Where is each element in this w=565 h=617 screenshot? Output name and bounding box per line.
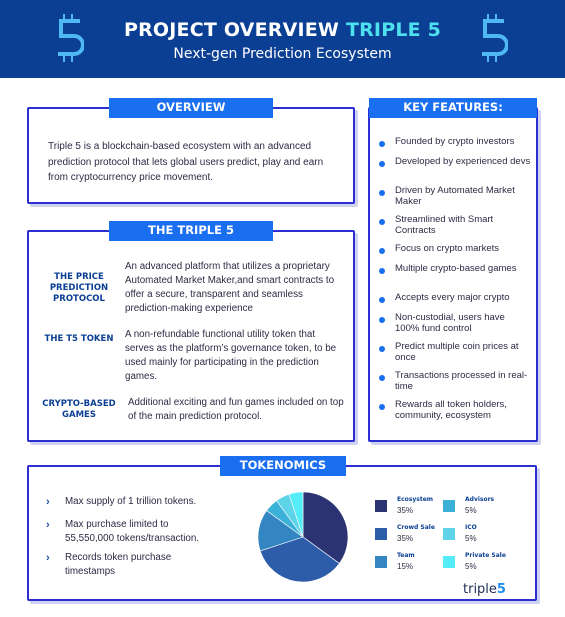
bullet-icon bbox=[379, 248, 385, 254]
overview-panel bbox=[27, 107, 355, 204]
bullet-icon bbox=[379, 404, 385, 410]
title-accent: TRIPLE 5 bbox=[345, 19, 442, 41]
list-item: › Max supply of 1 trillion tokens. bbox=[46, 496, 197, 508]
bullet-icon bbox=[379, 297, 385, 303]
list-item: Focus on crypto markets bbox=[379, 244, 531, 255]
legend-value: 35% bbox=[397, 534, 414, 543]
bullet-icon bbox=[379, 268, 385, 274]
bullet-icon bbox=[379, 190, 385, 196]
list-item: Streamlined with Smart Contracts bbox=[379, 215, 531, 236]
list-item: › Records token purchase timestamps bbox=[46, 552, 172, 577]
ecosystem-row-desc: A non-refundable functional utility token that serves as the platform’s governance token, to be used mainly for participating in the prediction games. bbox=[125, 329, 337, 382]
legend-swatch bbox=[443, 556, 455, 568]
legend-item bbox=[443, 524, 523, 548]
ecosystem-panel bbox=[27, 230, 355, 442]
list-item: Rewards all token holders, community, ecosystem bbox=[379, 400, 531, 421]
legend-item bbox=[443, 496, 523, 520]
list-item: › Max purchase limited to 55,550,000 tokens/transaction. bbox=[46, 519, 199, 544]
bullet-icon bbox=[379, 219, 385, 225]
overview-heading: OVERVIEW bbox=[109, 98, 273, 118]
legend-label: Team bbox=[397, 552, 415, 559]
legend-swatch bbox=[443, 528, 455, 540]
key-features-panel bbox=[368, 107, 538, 442]
tokenomics-heading: TOKENOMICS bbox=[220, 456, 346, 476]
tokenomics-pie-chart bbox=[257, 491, 349, 583]
legend-label: Advisors bbox=[465, 496, 495, 503]
ecosystem-row-desc: An advanced platform that utilizes a proprietary Automated Market Maker,and smart contracts to offer a secure, transparent and seamless prediction-making experience bbox=[125, 261, 335, 314]
legend-label: ICO bbox=[465, 524, 477, 531]
legend-value: 35% bbox=[397, 506, 414, 515]
legend-swatch bbox=[375, 500, 387, 512]
ecosystem-row-desc: Additional exciting and fun games included on top of the main prediction protocol. bbox=[128, 397, 344, 422]
header-banner bbox=[0, 0, 565, 78]
page-title: PROJECT OVERVIEW TRIPLE 5 bbox=[123, 19, 442, 41]
overview-text: Triple 5 is a blockchain-based ecosystem with an advanced prediction protocol that lets global users predict, play and earn from cryptocurrency price movement. bbox=[48, 141, 324, 183]
list-item: Accepts every major crypto bbox=[379, 293, 531, 304]
bullet-icon bbox=[379, 161, 385, 167]
page-subtitle: Next-gen Prediction Ecosystem bbox=[173, 46, 392, 62]
list-item: Non-custodial, users have 100% fund control bbox=[379, 313, 531, 334]
list-item: Predict multiple coin prices at once bbox=[379, 342, 531, 363]
legend-value: 5% bbox=[465, 534, 477, 543]
list-item: Transactions processed in real-time bbox=[379, 371, 531, 392]
ecosystem-row-label: CRYPTO-BASED GAMES bbox=[42, 399, 116, 420]
ecosystem-row-label: THE T5 TOKEN bbox=[44, 334, 114, 344]
legend-label: Crowd Sale bbox=[397, 524, 435, 531]
bullet-icon bbox=[379, 375, 385, 381]
legend-item bbox=[443, 552, 523, 576]
list-item: Driven by Automated Market Maker bbox=[379, 186, 531, 207]
legend-label: Private Sale bbox=[465, 552, 506, 559]
ecosystem-heading: THE TRIPLE 5 ECOSYSTEM bbox=[109, 221, 273, 241]
legend-swatch bbox=[443, 500, 455, 512]
bullet-icon bbox=[379, 141, 385, 147]
legend-label: Ecosystem bbox=[397, 496, 434, 503]
legend-value: 5% bbox=[465, 562, 477, 571]
brand-logo: triple5 bbox=[463, 582, 506, 597]
key-features-heading: KEY FEATURES: bbox=[369, 98, 537, 118]
bullet-icon bbox=[379, 346, 385, 352]
chevron-right-icon: › bbox=[46, 519, 50, 531]
legend-value: 5% bbox=[465, 506, 477, 515]
chevron-right-icon: › bbox=[46, 552, 50, 564]
legend-value: 15% bbox=[397, 562, 414, 571]
ecosystem-row-label: THE PRICE PREDICTION PROTOCOL bbox=[49, 272, 109, 304]
legend-swatch bbox=[375, 528, 387, 540]
legend-swatch bbox=[375, 556, 387, 568]
list-item: Founded by crypto investors bbox=[379, 137, 531, 148]
triple5-logo-icon bbox=[478, 12, 508, 66]
list-item: Developed by experienced devs bbox=[379, 157, 531, 168]
list-item: Multiple crypto-based games bbox=[379, 264, 531, 275]
chevron-right-icon: › bbox=[46, 496, 50, 508]
bullet-icon bbox=[379, 317, 385, 323]
